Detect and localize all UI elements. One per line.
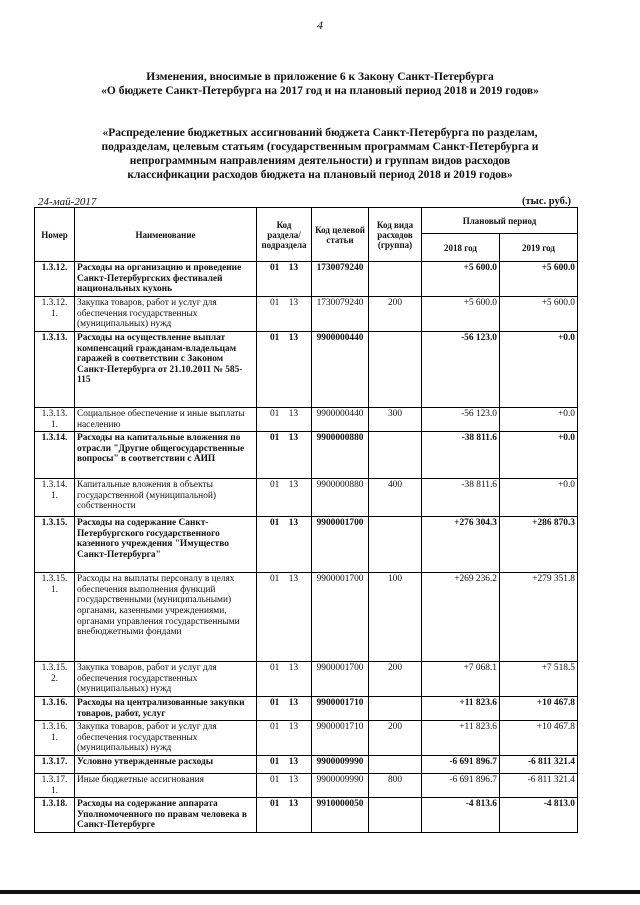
row-target-code: 1730079240 [312, 262, 369, 297]
row-section: 01 [269, 799, 280, 810]
table-row [35, 432, 578, 479]
row-section: 01 [269, 774, 280, 785]
header-plan-period: Плановый период [422, 208, 578, 234]
row-2019-value: +7 518.5 [500, 662, 578, 697]
table-row [35, 755, 578, 773]
row-2018-value: -56 123.0 [422, 332, 500, 408]
row-target-code: 9900001710 [312, 721, 369, 756]
page-number: 4 [317, 18, 323, 32]
row-2019-value: +279 351.8 [500, 573, 578, 662]
subtitle-line-2: подразделам, целевым статьям (государственным программам Санкт-Петербурга и [101, 141, 539, 153]
row-section-code [257, 297, 312, 332]
row-2018-value: +11 823.6 [422, 721, 500, 756]
row-2018-value: -6 691 896.7 [422, 773, 500, 797]
row-section-code [257, 773, 312, 797]
subtitle-line-3: непрограммным направлениям деятельности) и группам видов расходов [129, 155, 511, 167]
row-number: 1.3.12. 1. [35, 297, 75, 332]
row-number: 1.3.18. [35, 798, 75, 833]
header-target-code: Код целевой статьи [312, 208, 369, 262]
row-type-code [369, 798, 422, 833]
row-target-code: 1730079240 [312, 297, 369, 332]
row-2019-value: +10 467.8 [500, 696, 578, 720]
row-subsection: 13 [288, 756, 299, 767]
title-line-1: Изменения, вносимые в приложение 6 к Закону Санкт-Петербурга [146, 71, 494, 83]
row-name: Капитальные вложения в объекты государственной (муниципальной) собственности [75, 479, 257, 517]
table-row [35, 773, 578, 797]
row-section-code [257, 262, 312, 297]
row-2018-value: -38 811.6 [422, 479, 500, 517]
row-section-code [257, 332, 312, 408]
row-2019-value: +10 467.8 [500, 721, 578, 756]
row-number: 1.3.14. [35, 432, 75, 479]
row-subsection: 13 [288, 697, 299, 708]
table-row [35, 262, 578, 297]
row-2018-value: +269 236.2 [422, 573, 500, 662]
row-section-code [257, 432, 312, 479]
row-subsection: 13 [288, 774, 299, 785]
row-2019-value: +5 600.0 [500, 262, 578, 297]
row-name: Расходы на организацию и проведение Санкт-Петербургских фестивалей национальных кухонь [75, 262, 257, 297]
row-2018-value: +11 823.6 [422, 696, 500, 720]
row-name: Условно утвержденные расходы [75, 755, 257, 773]
table-row [35, 573, 578, 662]
row-subsection: 13 [288, 298, 299, 308]
row-subsection: 13 [288, 518, 299, 529]
document-subtitle [20, 126, 620, 182]
document-date: 24-май-2017 [38, 196, 97, 208]
row-subsection: 13 [288, 663, 299, 674]
row-name: Расходы на содержание аппарата Уполномоченного по правам человека в Санкт-Петербурге [75, 798, 257, 833]
row-section: 01 [269, 333, 280, 343]
row-target-code: 9900000440 [312, 408, 369, 432]
row-target-code: 9900000880 [312, 432, 369, 479]
row-section: 01 [269, 433, 280, 444]
table-row [35, 408, 578, 432]
row-section: 01 [269, 298, 280, 308]
row-type-code [369, 517, 422, 573]
row-section: 01 [269, 263, 280, 273]
row-2019-value: +0.0 [500, 479, 578, 517]
row-name: Расходы на капитальные вложения по отрасли "Другие общегосударственные вопросы" в соответствии с АИП [75, 432, 257, 479]
row-2019-value: +0.0 [500, 432, 578, 479]
units-label: (тыс. руб.) [522, 196, 571, 207]
row-target-code: 9900001700 [312, 517, 369, 573]
row-type-code: 400 [369, 479, 422, 517]
row-name: Расходы на осуществление выплат компенсаций гражданам-владельцам гаражей в соответствии с Законом Санкт-Петербурга от 21.10.2011 № 585-115 [75, 332, 257, 408]
row-2019-value: +0.0 [500, 332, 578, 408]
row-type-code: 100 [369, 573, 422, 662]
row-number: 1.3.12. [35, 262, 75, 297]
title-line-2: «О бюджете Санкт-Петербурга на 2017 год и на плановый период 2018 и 2019 годов» [101, 85, 539, 97]
row-2018-value: -38 811.6 [422, 432, 500, 479]
budget-table [34, 207, 578, 833]
row-section-code [257, 408, 312, 432]
row-section: 01 [269, 722, 280, 733]
table-row [35, 479, 578, 517]
row-name: Расходы на централизованные закупки товаров, работ, услуг [75, 696, 257, 720]
header-number: Номер [35, 208, 75, 262]
row-subsection: 13 [288, 722, 299, 733]
row-subsection: 13 [288, 480, 299, 491]
document-title [20, 70, 620, 98]
row-number: 1.3.16. [35, 696, 75, 720]
row-number: 1.3.17. 1. [35, 773, 75, 797]
row-target-code: 9900009990 [312, 755, 369, 773]
row-type-code [369, 755, 422, 773]
row-type-code [369, 696, 422, 720]
row-name: Закупка товаров, работ и услуг для обеспечения государственных (муниципальных) нужд [75, 662, 257, 697]
row-subsection: 13 [288, 333, 299, 343]
row-section-code [257, 755, 312, 773]
row-section-code [257, 573, 312, 662]
subtitle-line-4: классификации расходов бюджета на плановый период 2018 и 2019 годов» [127, 169, 513, 181]
row-type-code: 300 [369, 408, 422, 432]
row-section: 01 [269, 574, 280, 585]
row-name: Иные бюджетные ассигнования [75, 773, 257, 797]
row-name: Расходы на выплаты персоналу в целях обеспечения выполнения функций государственными (муниципальными) органами, казенными учреждениями, органами управления государственными внебюджетными фондами [75, 573, 257, 662]
row-name: Закупка товаров, работ и услуг для обеспечения государственных (муниципальных) нужд [75, 297, 257, 332]
table-row [35, 721, 578, 756]
row-2019-value: -4 813.0 [500, 798, 578, 833]
row-type-code: 200 [369, 721, 422, 756]
row-section: 01 [269, 409, 280, 419]
row-section-code [257, 662, 312, 697]
row-number: 1.3.13. 1. [35, 408, 75, 432]
row-type-code: 200 [369, 662, 422, 697]
row-subsection: 13 [288, 263, 299, 273]
table-row [35, 517, 578, 573]
row-2018-value: +5 600.0 [422, 297, 500, 332]
row-2018-value: -56 123.0 [422, 408, 500, 432]
row-section-code [257, 479, 312, 517]
row-type-code [369, 432, 422, 479]
row-section-code [257, 721, 312, 756]
row-2018-value: +5 600.0 [422, 262, 500, 297]
row-type-code [369, 262, 422, 297]
row-target-code: 9900009990 [312, 773, 369, 797]
subtitle-line-1: «Распределение бюджетных ассигнований бюджета Санкт-Петербурга по разделам, [102, 127, 538, 139]
row-section: 01 [269, 518, 280, 529]
row-type-code: 800 [369, 773, 422, 797]
row-target-code: 9900000440 [312, 332, 369, 408]
row-number: 1.3.13. [35, 332, 75, 408]
table-row [35, 798, 578, 833]
row-section-code [257, 517, 312, 573]
header-section-code: Код раздела/ подраздела [257, 208, 312, 262]
row-target-code: 9900001700 [312, 662, 369, 697]
header-year-2018: 2018 год [422, 234, 500, 262]
row-name: Закупка товаров, работ и услуг для обеспечения государственных (муниципальных) нужд [75, 721, 257, 756]
page-bottom-rule [0, 890, 640, 894]
row-section: 01 [269, 663, 280, 674]
row-name: Социальное обеспечение и иные выплаты населению [75, 408, 257, 432]
row-number: 1.3.15. [35, 517, 75, 573]
row-2018-value: +276 304.3 [422, 517, 500, 573]
row-subsection: 13 [288, 409, 299, 419]
row-2019-value: +0.0 [500, 408, 578, 432]
row-number: 1.3.15. 1. [35, 573, 75, 662]
row-section: 01 [269, 756, 280, 767]
row-section-code [257, 696, 312, 720]
row-subsection: 13 [288, 799, 299, 810]
row-target-code: 9910000050 [312, 798, 369, 833]
table-row [35, 332, 578, 408]
row-section: 01 [269, 697, 280, 708]
row-2018-value: -6 691 896.7 [422, 755, 500, 773]
row-type-code: 200 [369, 297, 422, 332]
table-row [35, 297, 578, 332]
row-target-code: 9900000880 [312, 479, 369, 517]
row-target-code: 9900001700 [312, 573, 369, 662]
row-2018-value: +7 068.1 [422, 662, 500, 697]
row-number: 1.3.16. 1. [35, 721, 75, 756]
table-row [35, 696, 578, 720]
row-2019-value: +286 870.3 [500, 517, 578, 573]
header-name: Наименование [75, 208, 257, 262]
row-type-code [369, 332, 422, 408]
table-row [35, 662, 578, 697]
header-type-code: Код вида расходов (группа) [369, 208, 422, 262]
row-target-code: 9900001710 [312, 696, 369, 720]
row-number: 1.3.14. 1. [35, 479, 75, 517]
row-section-code [257, 798, 312, 833]
row-2019-value: +5 600.0 [500, 297, 578, 332]
row-number: 1.3.15. 2. [35, 662, 75, 697]
header-year-2019: 2019 год [500, 234, 578, 262]
row-name: Расходы на содержание Санкт-Петербургского государственного казенного учреждения "Имущество Санкт-Петербурга" [75, 517, 257, 573]
row-section: 01 [269, 480, 280, 491]
row-2018-value: -4 813.6 [422, 798, 500, 833]
row-2019-value: -6 811 321.4 [500, 773, 578, 797]
row-subsection: 13 [288, 433, 299, 444]
table-body [35, 262, 578, 833]
row-2019-value: -6 811 321.4 [500, 755, 578, 773]
row-subsection: 13 [288, 574, 299, 585]
row-number: 1.3.17. [35, 755, 75, 773]
